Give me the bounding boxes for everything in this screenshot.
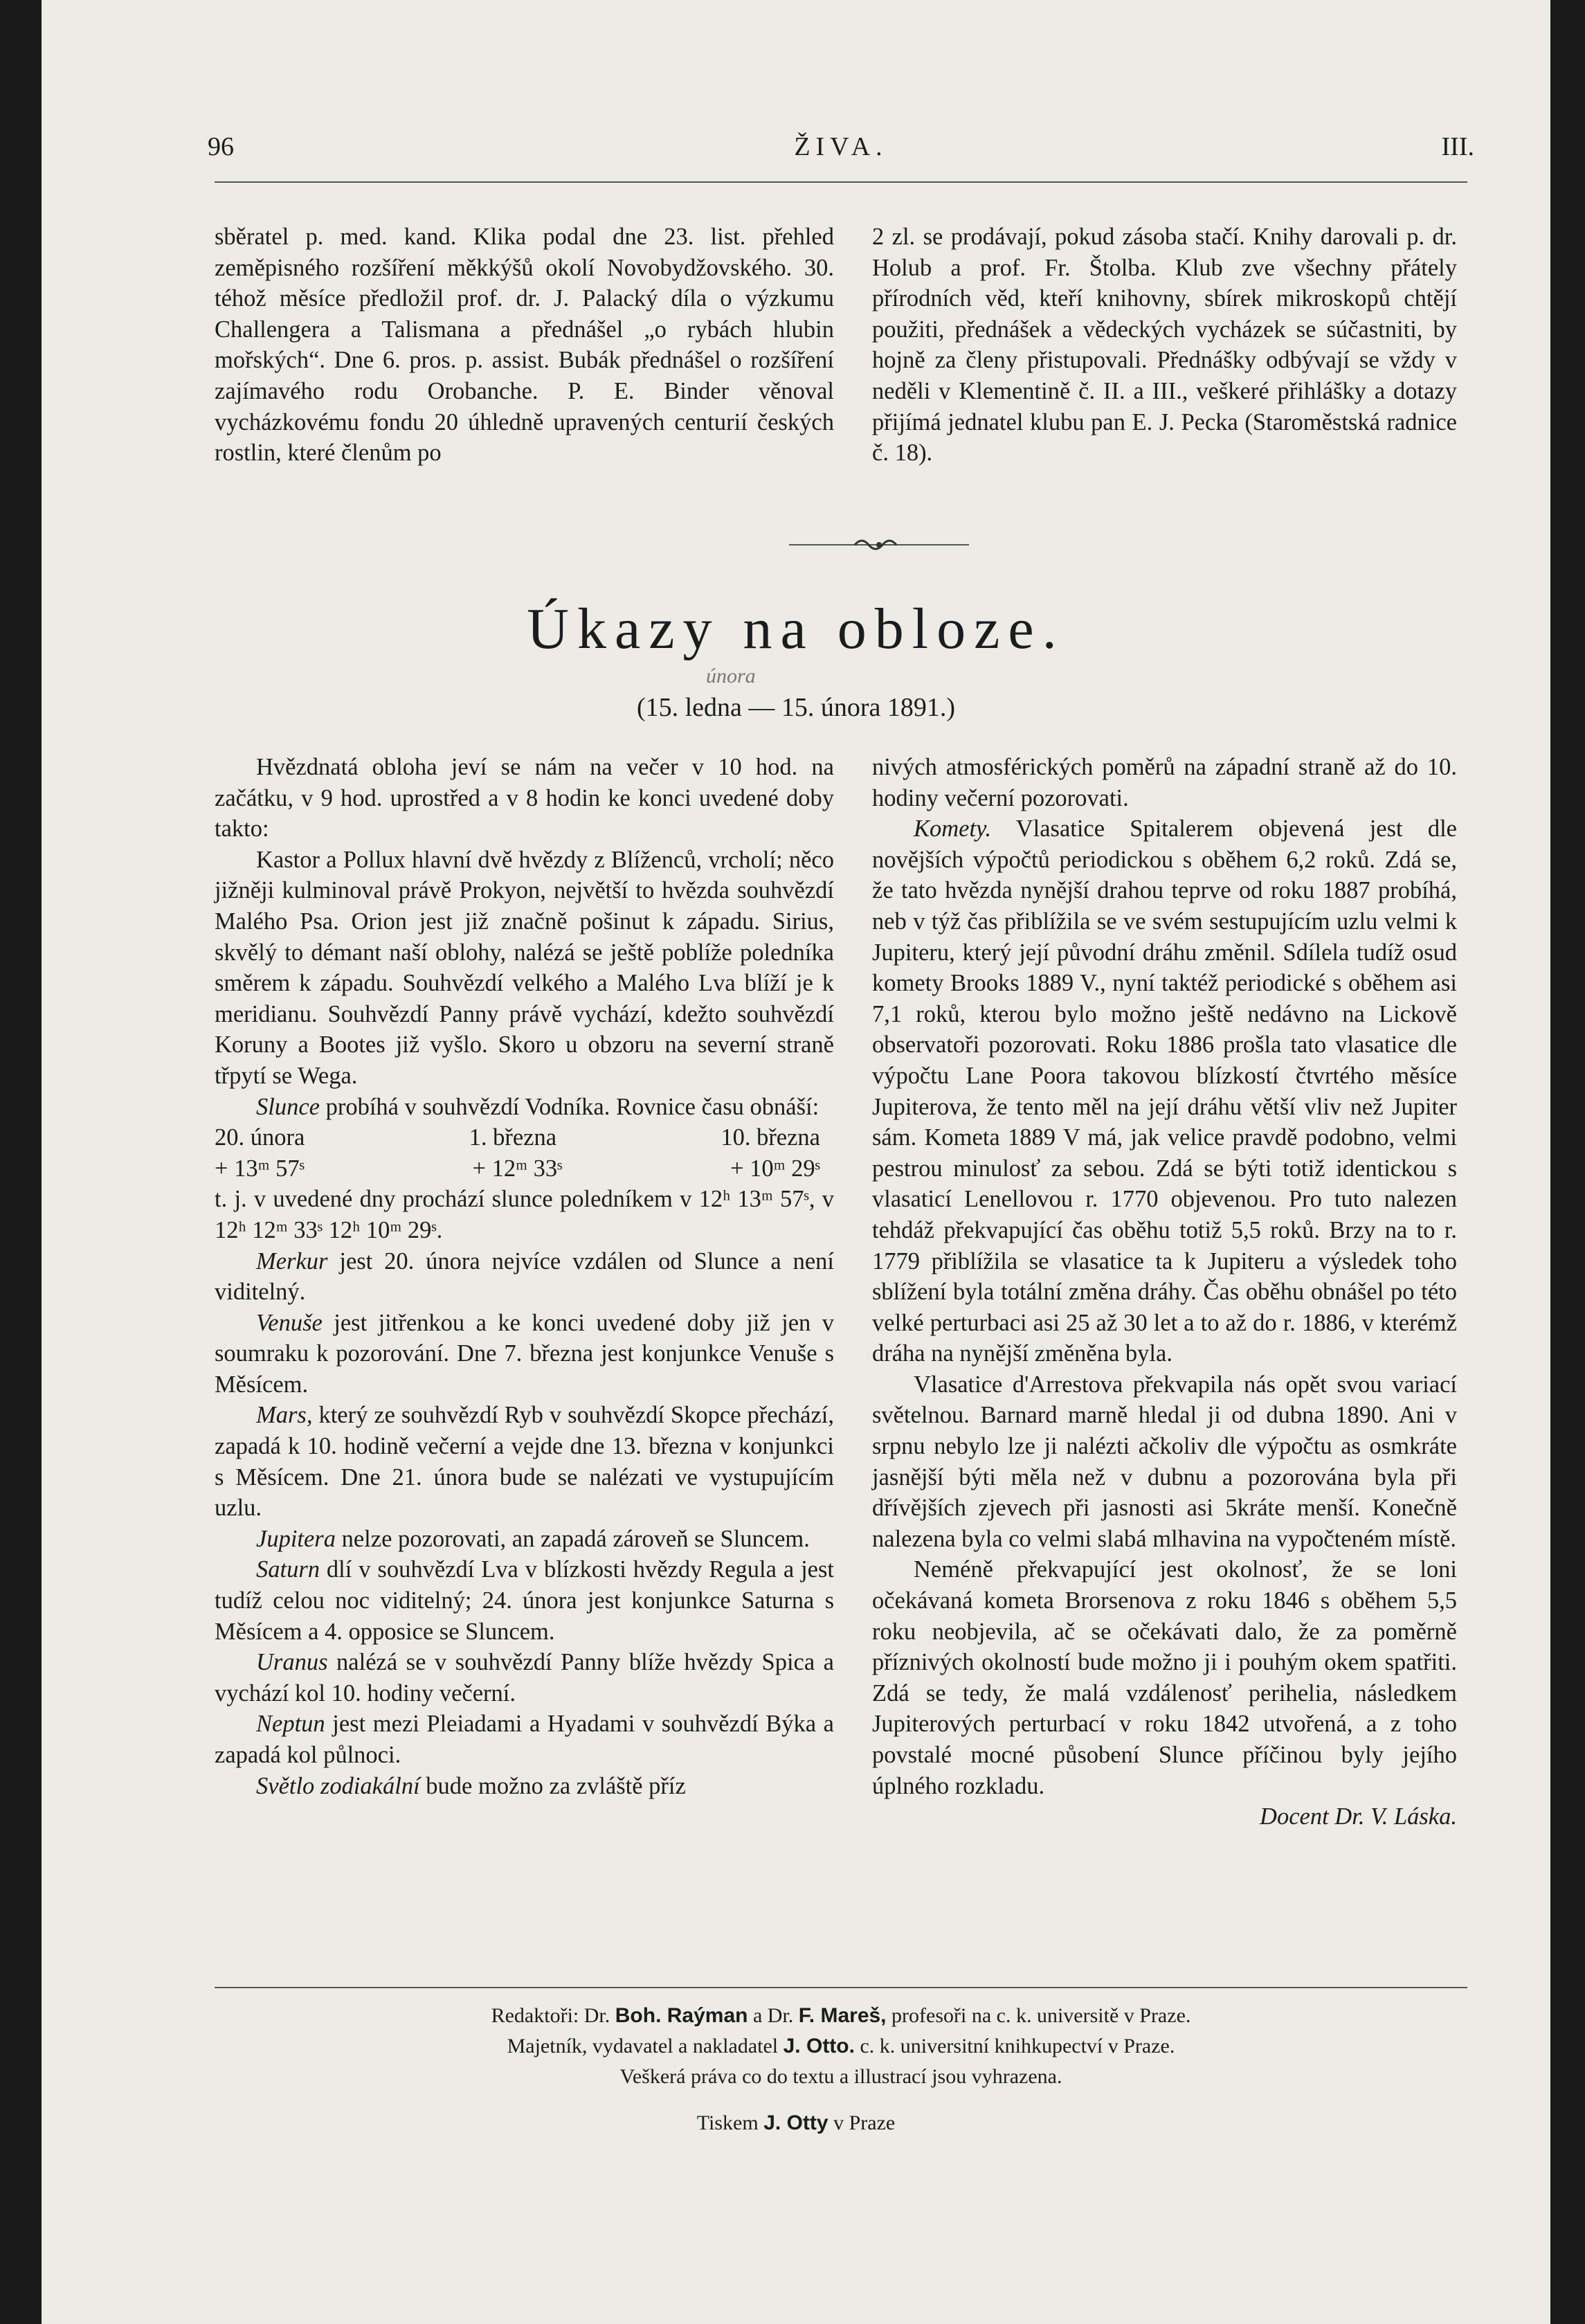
paragraph: sběratel p. med. kand. Klika podal dne 23. list. přehled zeměpisného rozšíření měkkýšů okolí Novobydžovského. 30. téhož měsíce předložil prof. dr. J. Palacký díla o výzkumu Challengera a Talismana a přednášel „o rybách hlubin mořských“. Dne 6. pros. p. assist. Bubák přednášel o rozšíření zajímavého rodu Orobanche. P. E. Binder věnoval vycházkovému fondu 20 úhledně upravených centurií českých rostlin, které členům po (215, 224, 834, 467)
paragraph-text: probíhá v souhvězdí Vodníka. Rovnice času obnáší: (319, 1093, 819, 1120)
planet-label: Slunce (256, 1093, 320, 1120)
paragraph-text: jest 20. února nejvíce vzdálen od Slunce a není viditelný. (215, 1247, 834, 1306)
journal-title: ŽIVA. (794, 132, 888, 161)
top-left-column (215, 222, 834, 469)
paragraph: t. j. v uvedené dny prochází slunce poledníkem v 12ʰ 13ᵐ 57ˢ, v 12ʰ 12ᵐ 33ˢ 12ʰ 10ᵐ 29ˢ. (215, 1186, 834, 1243)
header-rule (215, 181, 1467, 183)
volume-number: III. (1441, 132, 1474, 161)
paragraph-text: jest mezi Pleiadami a Hyadami v souhvězdí Býka a zapadá kol půlnoci. (215, 1711, 834, 1768)
time-table-dates (215, 1122, 834, 1153)
imprint-text: Tiskem (696, 2111, 764, 2134)
paragraph-svetlo (215, 1771, 834, 1802)
paragraph-merkur (215, 1246, 834, 1308)
time-table-values (215, 1153, 834, 1184)
paragraph-saturn (215, 1554, 834, 1647)
paragraph-slunce (215, 1092, 834, 1123)
publisher-line (215, 2031, 1467, 2062)
imprint-text: v Praze (828, 2111, 896, 2134)
paragraph: 2 zl. se prodávají, pokud zásoba stačí. Knihy darovali p. dr. Holub a prof. Fr. Štolba. Klub zve všechny přátely přírodních věd, kteří knihovny, sbírek mikroskopů chtějí použiti, přednášek a vědeckých vycházek se súčastniti, by hojně za členy přistupovali. Přednášky odbývají se vždy v neděli v Klementině č. II. a III., veškeré přihlášky a dotazy přijímá jednatel klubu pan E. J. Pecka (Staroměstská radnice č. 18). (872, 224, 1457, 467)
publisher-name: J. Otto. (783, 2035, 855, 2057)
paragraph-neptun (215, 1709, 834, 1770)
table-cell: + 13ᵐ 57ˢ (215, 1155, 305, 1182)
imprint-footer (215, 1987, 1467, 2092)
article-title: Úkazy na obloze. (527, 597, 1065, 661)
paragraph: Hvězdnatá obloha jeví se nám na večer v 10 hod. na začátku, v 9 hod. uprostřed a v 8 hodin ke konci uvedené doby takto: (215, 754, 834, 843)
planet-label: Neptun (256, 1711, 325, 1738)
paragraph-uranus (215, 1647, 834, 1709)
planet-label: Mars, (256, 1402, 313, 1429)
imprint-text: c. k. universitní knihkupectví v Praze. (854, 2035, 1175, 2057)
imprint-text: profesoři na c. k. universitě v Praze. (886, 2004, 1191, 2027)
paragraph-text: Vlasatice Spitalerem objevená jest dle novějších výpočtů periodickou s oběhem 6,2 roků. Zdá se, že tato hvězda nynější drahou teprve od roku 1887 probíhá, neb v týž čas přiblížila se ve svém sestupujícím uzlu velmi k Jupiteru, který její původní dráhu změnil. Sdílela tudíž osud komety Brooks 1889 V., nyní taktéž periodické s oběhem asi 7,1 roků, kterou bylo možno ještě nedávno na Lickově observatoři pozorovati. Roku 1886 prošla tato vlasatice dle výpočtu Lane Poora takovou blízkostí čtvrtého měsíce Jupiterova, že tento měl na její dráhu větší vliv než Jupiter sám. Kometa 1889 V má, jak velice pravdě podobno, velmi pestrou minulosť za sebou. Zdá se býti totiž identickou s vlasaticí Lenellovou r. 1770 objevenou. Pro tuto nalezen tehdáž překvapující čas oběhu totiž 5,5 roků. Brzy na to r. 1779 přiblížila se vlasatice ta k Jupiteru a výsledek toho sblížení byla totální změna dráhy. Čas oběhu obnášel po této velké perturbaci asi 25 až 30 let a to až do r. 1886, v kterémž dráha na nynější změněna byla. (872, 816, 1457, 1367)
paragraph: nivých atmosférických poměrů na západní straně až do 10. hodiny večerní pozorovati. (872, 754, 1457, 811)
page-number: 96 (208, 132, 234, 161)
table-cell: 20. února (215, 1124, 305, 1151)
table-cell: + 10ᵐ 29ˢ (730, 1155, 820, 1182)
handwritten-note: února (706, 665, 756, 687)
section-label: Komety. (914, 816, 992, 843)
imprint-text: a Dr. (748, 2004, 799, 2027)
table-cell: 1. března (469, 1124, 557, 1151)
author-name: Docent Dr. V. Láska. (1260, 1803, 1457, 1830)
editor-name: Boh. Raýman (615, 2004, 748, 2027)
imprint-text: Majetník, vydavatel a nakladatel (507, 2035, 784, 2057)
planet-label: Uranus (256, 1649, 328, 1676)
paragraph-text: nelze pozorovati, an zapadá zároveň se Sluncem. (335, 1525, 810, 1552)
printer-line (42, 2111, 1550, 2135)
paragraph-text: dlí v souhvězdí Lva v blízkosti hvězdy Regula a jest tudíž celou noc viditelný; 24. února jest konjunkce Saturna s Měsícem a 4. opposice se Sluncem. (215, 1556, 834, 1645)
imprint-text: Redaktoři: Dr. (491, 2004, 615, 2027)
paragraph-komety (872, 813, 1457, 1369)
paragraph: Vlasatice d'Arrestova překvapila nás opět svou variací světelnou. Barnard marně hledal ji od dubna 1890. Ani v srpnu nebylo lze ji nalézti ačkoliv dle výpočtu as osmkráte jasnější býti měla než v dubnu a pozorována byla při dřívějších zjevech při jasnosti asi 5kráte menší. Konečně nalezena byla co velmi slabá mlhavina na vypočteném místě. (872, 1371, 1457, 1552)
section-ornament (789, 534, 969, 555)
article-left-column (215, 752, 834, 1801)
paragraph-text: bude možno za zvláště příz (419, 1772, 686, 1799)
paragraph-jupitera (215, 1524, 834, 1555)
planet-label: Saturn (256, 1556, 320, 1583)
author-signature (872, 1801, 1457, 1832)
paragraph: Kastor a Pollux hlavní dvě hvězdy z Blíženců, vrcholí; něco jižněji kulminoval právě Prokyon, největší to hvězda souhvězdí Malého Psa. Orion jest již značně pošinut k západu. Sirius, skvělý to démant naší oblohy, nalézá se ještě poblíže poledníka směrem k západu. Souhvězdí velkého a Malého Lva blíží je k meridianu. Souhvězdí Panny právě vychází, kdežto souhvězdí Koruny a Bootes již vyšlo. Skoro u obzoru na severní straně třpytí se Wega. (215, 846, 834, 1089)
paragraph-text: jest jitřenkou a ke konci uvedené doby již jen v soumraku k pozorování. Dne 7. března jest konjunkce Venuše s Měsícem. (215, 1309, 834, 1398)
paragraph-venuse (215, 1308, 834, 1400)
paragraph-text: který ze souhvězdí Ryb v souhvězdí Skopce přechází, zapadá k 10. hodině večerní a vejde dne 13. března v konjunkci s Měsícem. Dne 21. února bude se nalézati ve vystupujícím uzlu. (215, 1402, 834, 1522)
printer-name: J. Otty (763, 2111, 828, 2134)
page-header (208, 132, 1474, 173)
planet-label: Jupitera (256, 1525, 336, 1552)
table-cell: 10. března (721, 1124, 820, 1151)
top-right-column (872, 222, 1457, 469)
journal-page (42, 0, 1550, 2324)
article-right-column (872, 752, 1457, 1832)
paragraph-mars (215, 1400, 834, 1523)
paragraph: Neméně překvapující jest okolnosť, že se loni očekávaná kometa Brorsenova z roku 1846 s oběhem 5,5 roku neobjevila, ač se očekávati dalo, že za poměrně příznivých okolností bude možno ji i pouhým okem spatřiti. Zdá se tedy, že malá vzdálenosť perihelia, následkem Jupiterových perturbací v roku 1842 utvořená, a z toho povstalé mocné působení Slunce příčinou byly jejího úplného rozkladu. (872, 1556, 1457, 1799)
paragraph-text: nalézá se v souhvězdí Panny blíže hvězdy Spica a vychází kol 10. hodiny večerní. (215, 1649, 834, 1706)
editor-name: F. Mareš, (798, 2004, 887, 2027)
planet-label: Světlo zodiakální (256, 1772, 420, 1799)
planet-label: Venuše (256, 1309, 323, 1336)
planet-label: Merkur (256, 1247, 328, 1274)
rights-line: Veškerá práva co do textu a illustrací jsou vyhrazena. (619, 2065, 1062, 2088)
article-subtitle: (15. ledna — 15. února 1891.) (636, 693, 956, 722)
table-cell: + 12ᵐ 33ˢ (472, 1155, 563, 1182)
editors-line (215, 2001, 1467, 2031)
